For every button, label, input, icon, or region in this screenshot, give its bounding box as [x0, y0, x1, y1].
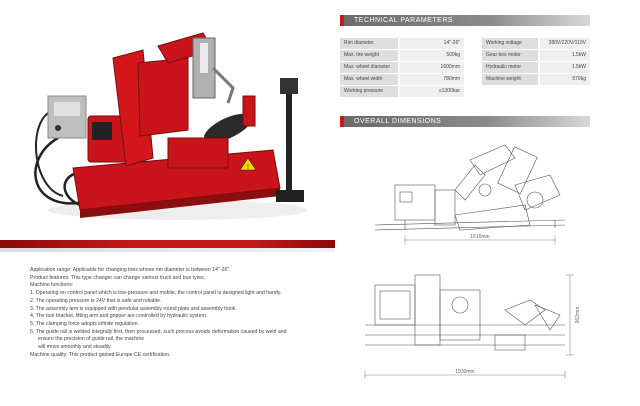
header-accent-tick [340, 15, 344, 26]
description-line: 5. The clamping force adopts infinite regulation. [30, 320, 139, 327]
spec-label: Working pressure [340, 86, 398, 97]
overall-dimensions-header [340, 116, 590, 127]
tyre-changer-photo [18, 18, 318, 233]
bottom-width-label: 1930mm [455, 369, 475, 375]
description-line: 3. The assembly arm is equipped with pendular assembly round plate and assembly hook. [30, 305, 237, 312]
spec-label: Max. wheel diameter [340, 62, 398, 73]
description-line: Machine functions: [30, 282, 74, 289]
side-view-drawing [355, 130, 585, 248]
spec-label: Working voltage [482, 38, 538, 49]
spec-table [340, 38, 590, 98]
spec-value: 14"-26" [400, 38, 464, 49]
spec-label: Hydraulic motor [482, 62, 538, 73]
spec-label: Max. tire weight [340, 50, 398, 61]
spec-row [340, 38, 590, 49]
description-line: Application range: Applicable for changing tires whose rim diameter is between 14"-26". [30, 267, 231, 273]
spec-value: 1.5kW [540, 50, 590, 61]
grey-divider-band [0, 248, 335, 252]
red-divider-band [0, 240, 335, 248]
spec-value: 500kg [400, 50, 464, 61]
description-line: ensure the precision of guide rail, the machine [38, 336, 145, 343]
spec-value: 1600mm [400, 62, 464, 73]
top-width-label: 1516mm [470, 234, 490, 240]
description-line: 2. The operating pressure is 24V that is safe and reliable. [30, 297, 162, 304]
description-line: Product features: This type changer can change various truck and bus tyres. [30, 274, 206, 281]
technical-parameters-header [340, 15, 590, 26]
description-line: 1. Operating on control panel which is low-pressure and mobile, the control panel is designed light and handy. [30, 290, 282, 297]
spec-row [340, 86, 590, 97]
top-view-drawing [355, 255, 585, 385]
bottom-height-label: 962mm [575, 306, 581, 324]
description-line: Machine quality: This product gained Europe CE certification. [30, 351, 171, 358]
section-title: OVERALL DIMENSIONS [354, 118, 442, 125]
description-line: 6. The guide rail is welded integrally first, then processed, such process avoids deformation caused by weld and [30, 328, 287, 335]
spec-label: Max. wheel width [340, 74, 398, 85]
spec-value: 1.5kW [540, 62, 590, 73]
spec-row [340, 62, 590, 73]
header-accent-tick [340, 116, 344, 127]
spec-row [340, 50, 590, 61]
spec-label: Gear box motor [482, 50, 538, 61]
description-line: will move smoothly and steadily. [38, 344, 112, 351]
section-title: TECHNICAL PARAMETERS [354, 17, 454, 24]
spec-value: 780mm [400, 74, 464, 85]
spec-label: Machine weight [482, 74, 538, 85]
product-description [30, 267, 330, 359]
spec-row [340, 74, 590, 85]
spec-value: 380V/220V/110V [540, 38, 590, 49]
spec-value: 570kg [540, 74, 590, 85]
description-line: 4. The tool bracket, lifting arm and gripper are controlled by hydraulic system. [30, 313, 208, 320]
spec-value: ≤1300bar [400, 86, 464, 97]
svg-text:!: ! [247, 164, 249, 171]
spec-label: Rim diameter [340, 38, 398, 49]
